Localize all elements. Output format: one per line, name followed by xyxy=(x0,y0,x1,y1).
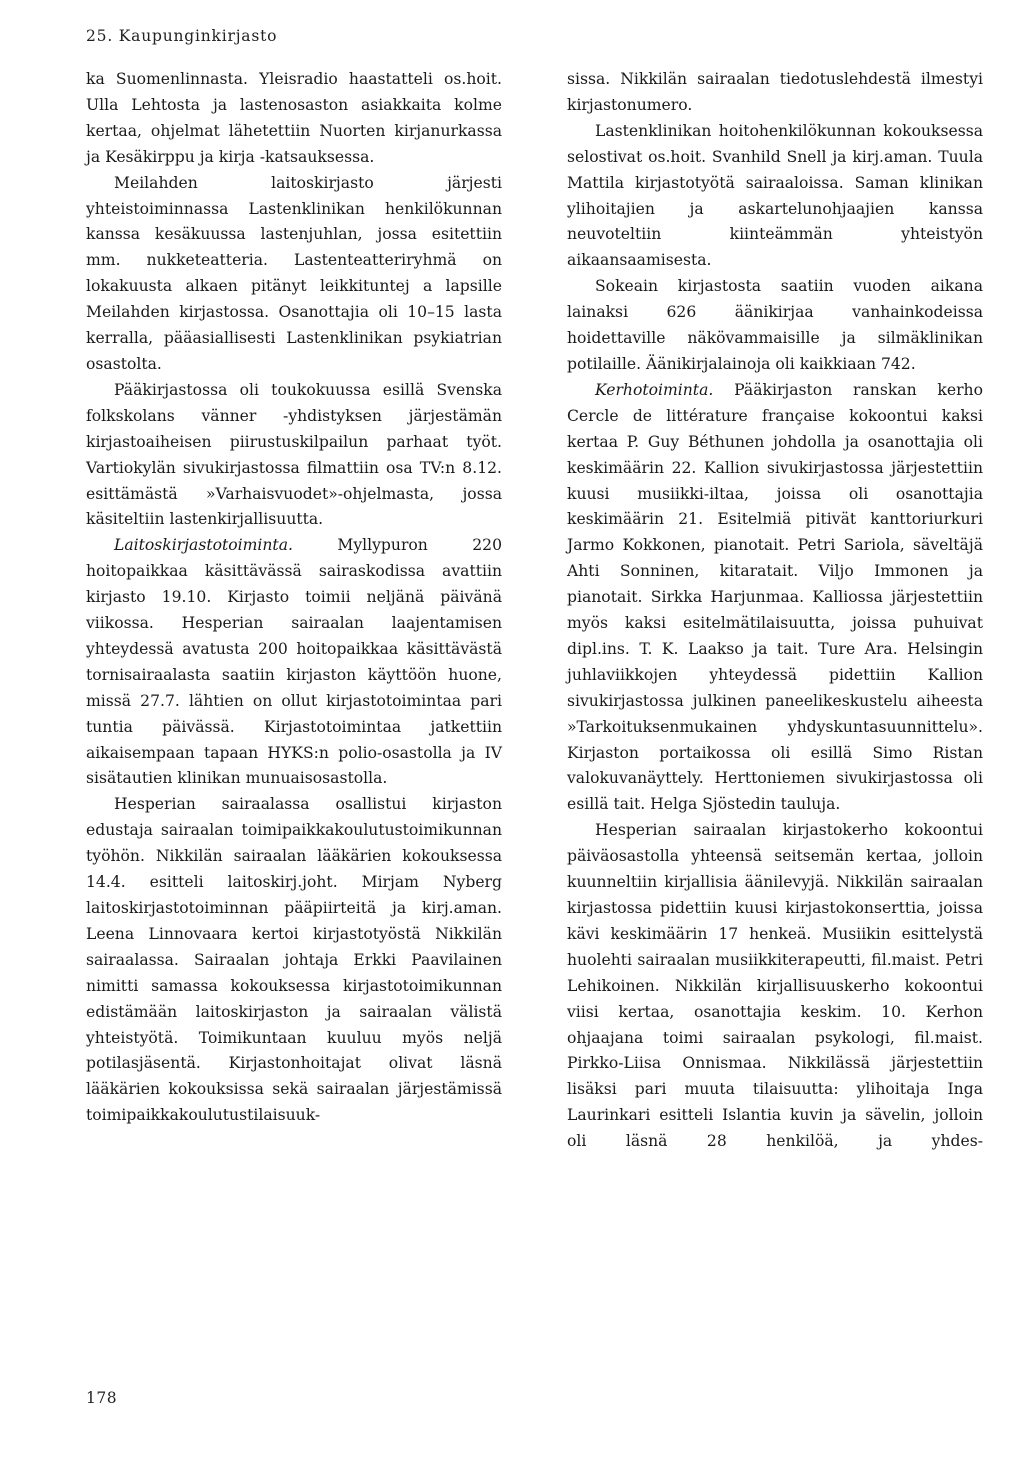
section-lead-laitoskirjastotoiminta: Laitoskirjastotoiminta. xyxy=(114,536,293,555)
paragraph: Pääkirjastossa oli toukokuussa esillä Svenska folkskolans vänner -yhdistyksen järjestämän kirjastoaiheisen piirustuskilpailun parhaat työt. Vartiokylän sivukirjastossa filmattiin osa TV:n 8.12. esittämästä »Varhaisvuodet»-ohjelmasta, jossa käsiteltiin lastenkirjallisuutta. xyxy=(86,380,502,529)
running-head: 25. Kaupunginkirjasto xyxy=(86,27,278,45)
paragraph: sissa. Nikkilän sairaalan tiedotuslehdestä ilmestyi kirjastonumero. xyxy=(567,70,983,114)
paragraph: Sokeain kirjastosta saatiin vuoden aikana lainaksi 626 äänikirjaa vanhainkodeissa hoidettaville näkövammaisille ja silmäklinikan potilaille. Äänikirjalainoja oli kaikkiaan 742. xyxy=(567,277,983,373)
paragraph xyxy=(86,533,502,792)
paragraph: Hesperian sairaalassa osallistui kirjaston edustaja sairaalan toimipaikkakoulutustoimikunnan työhön. Nikkilän sairaalan lääkärien kokouksessa 14.4. esitteli laitoskirj.joht. Mirjam Nyberg laitoskirjastotoiminnan pääpiirteitä ja kirj.aman. Leena Linnovaara kertoi kirjastotyöstä Nikkilän sairaalassa. Sairaalan johtaja Erkki Paavilainen nimitti samassa kokouksessa kirjastotoimikunnan edistämään laitoskirjaston ja sairaalan välistä yhteistyötä. Toimikuntaan kuuluu myös neljä potilasjäsentä. Kirjastonhoitajat olivat läsnä lääkärien kokouksissa sekä sairaalan järjestämissä toimipaikkakoulutustilaisuuk- xyxy=(86,795,502,1125)
paragraph xyxy=(567,378,983,818)
right-column xyxy=(567,67,983,1155)
paragraph: Hesperian sairaalan kirjastokerho kokoontui päiväosastolla yhteensä seitsemän kertaa, jolloin kuunneltiin kirjallisia äänilevyjä. Nikkilän sairaalan kirjastossa pidettiin kuusi kirjastokonserttia, joissa kävi keskimäärin 17 henkeä. Musiikin esittelystä huolehti sairaalan musiikkiterapeutti, fil.maist. Petri Lehikoinen. Nikkilän kirjallisuuskerho kokoontui viisi kertaa, osanottajia keskim. 10. Kerhon ohjaajana toimi sairaalan psykologi, fil.maist. Pirkko-Liisa Onnismaa. Nikkilässä järjestettiin lisäksi pari muuta tilaisuutta: ylihoitaja Inga Laurinkari esitteli Islantia kuvin ja sävelin, jolloin oli läsnä 28 henkilöä, ja yhdes- xyxy=(567,821,983,1151)
section-lead-kerhotoiminta: Kerhotoiminta. xyxy=(595,380,714,399)
paragraph: Meilahden laitoskirjasto järjesti yhteistoiminnassa Lastenklinikan henkilökunnan kanssa kesäkuussa lastenjuhlan, jossa esitettiin mm. nukketeatteria. Lastenteatteriryhmä on lokakuusta alkaen pitänyt leikkituntej a lapsille Meilahden kirjastossa. Osanottajia oli 10–15 lasta kerralla, pääasiallisesti Lastenklinikan psykiatrian osastolta. xyxy=(86,173,502,373)
left-column xyxy=(86,67,502,1129)
page-number: 178 xyxy=(86,1389,118,1407)
paragraph-text: Myllypuron 220 hoitopaikkaa käsittävässä sairaskodissa avattiin kirjasto 19.10. Kirjasto toimii neljänä päivänä viikossa. Hesperian sairaalan laajentamisen yhteydessä avatusta 200 hoitopaikkaa käsittävästä tornisairaalasta saatiin kirjaston käyttöön huone, missä 27.7. lähtien on ollut kirjastotoimintaa pari tuntia päivässä. Kirjastotoimintaa jatkettiin aikaisempaan tapaan HYKS:n polio-osastolla ja IV sisätautien klinikan munuaisosastolla. xyxy=(86,536,502,788)
paragraph: Lastenklinikan hoitohenkilökunnan kokouksessa selostivat os.hoit. Svanhild Snell ja kirj.aman. Tuula Mattila kirjastotyötä sairaaloissa. Saman klinikan ylihoitajien ja askartelunohjaajien kanssa neuvoteltiin kiinteämmän yhteistyön aikaansaamisesta. xyxy=(567,121,983,270)
paragraph: ka Suomenlinnasta. Yleisradio haastatteli os.hoit. Ulla Lehtosta ja lastenosaston asiakkaita kolme kertaa, ohjelmat lähetettiin Nuorten kirjanurkassa ja Kesäkirppu ja kirja -katsauksessa. xyxy=(86,70,502,166)
paragraph-text: Pääkirjaston ranskan kerho Cercle de littérature française kokoontui kaksi kertaa P. Guy Béthunen johdolla ja osanottajia oli keskimäärin 22. Kallion sivukirjastossa järjestettiin kuusi musiikki-iltaa, joissa oli osanottajia keskimäärin 21. Esitelmiä pitivät kanttoriurkuri Jarmo Kokkonen, pianotait. Petri Sariola, säveltäjä Ahti Sonninen, kitaratait. Viljo Immonen ja pianotait. Sirkka Harjunmaa. Kalliossa järjestettiin myös kaksi esitelmätilaisuutta, joissa puhuivat dipl.ins. T. K. Laakso ja tait. Ture Ara. Helsingin juhlaviikkojen yhteydessä pidettiin Kallion sivukirjastossa julkinen paneelikeskustelu aiheesta »Tarkoituksenmukainen yhdyskuntasuunnittelu». Kirjaston portaikossa oli esillä Simo Ristan valokuvanäyttely. Herttoniemen sivukirjastossa oli esillä tait. Helga Sjöstedin tauluja. xyxy=(567,380,983,814)
